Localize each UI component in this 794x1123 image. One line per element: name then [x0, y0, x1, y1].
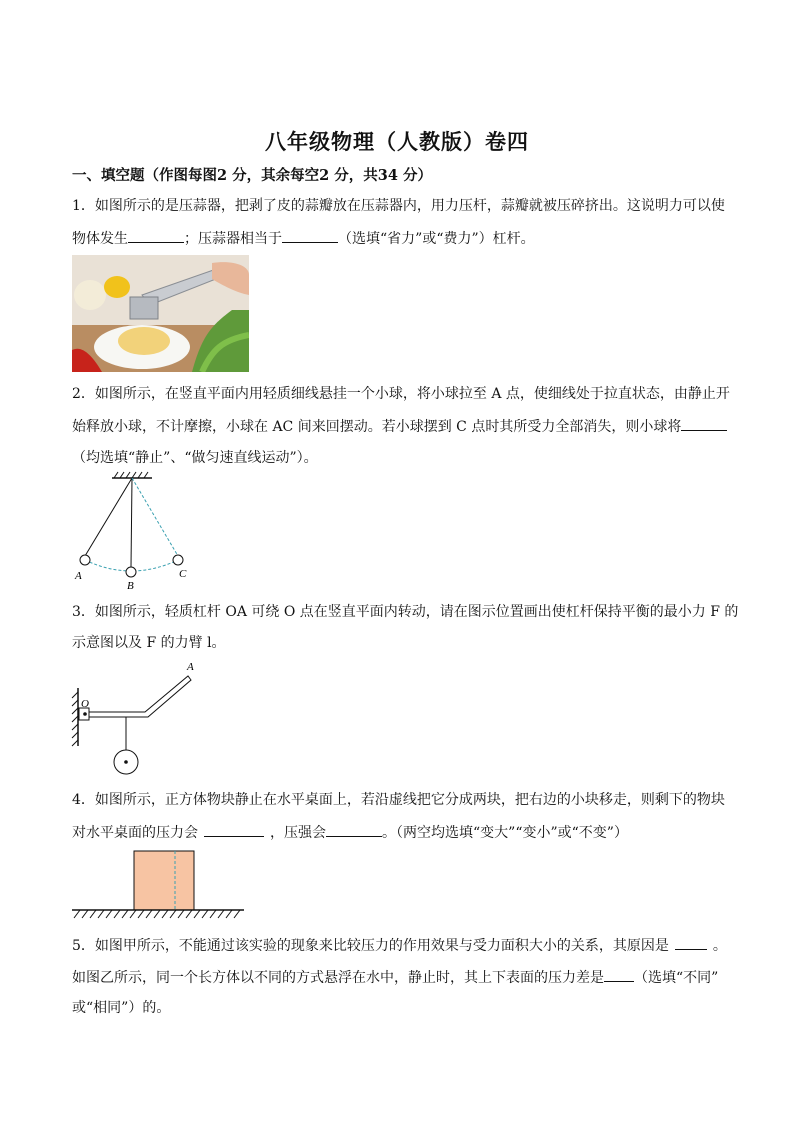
point-label-a: A: [75, 570, 82, 582]
garlic-press-photo: [72, 255, 249, 372]
q5-text-a: 5．如图甲所示，不能通过该实验的现象来比较压力的作用效果与受力面积大小的关系，其原因是: [72, 938, 669, 954]
q1-text-c: （选填“省力”或“费力”）杠杆。: [338, 231, 535, 247]
q1-blank-1[interactable]: [128, 228, 184, 243]
q5-blank-1[interactable]: [675, 935, 707, 950]
point-label-c: C: [179, 568, 187, 580]
q1-line1: 1．如图所示的是压蒜器，把剥了皮的蒜瓣放在压蒜器内，用力压杆，蒜瓣就被压碎挤出。这说明力可以使: [72, 198, 725, 214]
q5-text-c: 如图乙所示，同一个长方体以不同的方式悬浮在水中，静止时，其上下表面的压力差是: [72, 970, 604, 986]
pendulum-diagram: [70, 470, 200, 592]
q3-line2: 示意图以及 F 的力臂 l。: [72, 635, 226, 651]
q4-blank-2[interactable]: [326, 822, 382, 837]
q5-blank-2[interactable]: [604, 967, 634, 982]
point-label-b: B: [127, 580, 134, 592]
q4-blank-1[interactable]: [204, 822, 264, 837]
point-label-o: O: [81, 698, 89, 710]
q1-blank-2[interactable]: [282, 228, 338, 243]
point-label-a-lever: A: [187, 661, 194, 673]
q4-line2: [72, 822, 628, 843]
q2-text: 始释放小球，不计摩擦，小球在 AC 间来回摆动。若小球摆到 C 点时其所受力全部消失，则小球将: [72, 419, 682, 435]
q4-text-a: 对水平桌面的压力会: [72, 825, 198, 841]
q3-line1: 3．如图所示，轻质杠杆 OA 可绕 O 点在竖直平面内转动，请在图示位置画出使杠杆保持平衡的最小力 F 的: [72, 604, 739, 620]
q5-line1: [72, 935, 727, 956]
q2-line3: （均选填“静止”、“做匀速直线运动”）。: [72, 450, 318, 466]
q2-line2: [72, 416, 727, 437]
q5-text-b: 。: [712, 938, 727, 954]
q2-blank-1[interactable]: [681, 416, 727, 431]
q4-text-b: ，压强会: [270, 825, 326, 841]
q1-text-a: 物体发生: [72, 231, 128, 247]
q1-text-b: ；压蒜器相当于: [184, 231, 282, 247]
section-heading: 一、填空题（作图每图2 分，其余每空2 分，共34 分）: [72, 167, 432, 184]
lever-diagram: [70, 660, 205, 784]
q4-text-c: 。（两空均选填“变大”“变小”或“不变”）: [382, 825, 628, 841]
block-on-table-diagram: [72, 848, 247, 927]
q4-line1: 4．如图所示，正方体物块静止在水平桌面上，若沿虚线把它分成两块，把右边的小块移走，则剩下的物块: [72, 792, 725, 808]
q5-line3: 或“相同”）的。: [72, 1000, 171, 1016]
q5-line2: [72, 967, 718, 988]
q5-text-d: （选填“不同”: [634, 970, 719, 986]
q2-line1: 2．如图所示，在竖直平面内用轻质细线悬挂一个小球，将小球拉至 A 点，使细线处于拉直状态，由静止开: [72, 386, 730, 402]
q1-line2: [72, 228, 535, 249]
page-title: 八年级物理（人教版）卷四: [265, 129, 529, 154]
